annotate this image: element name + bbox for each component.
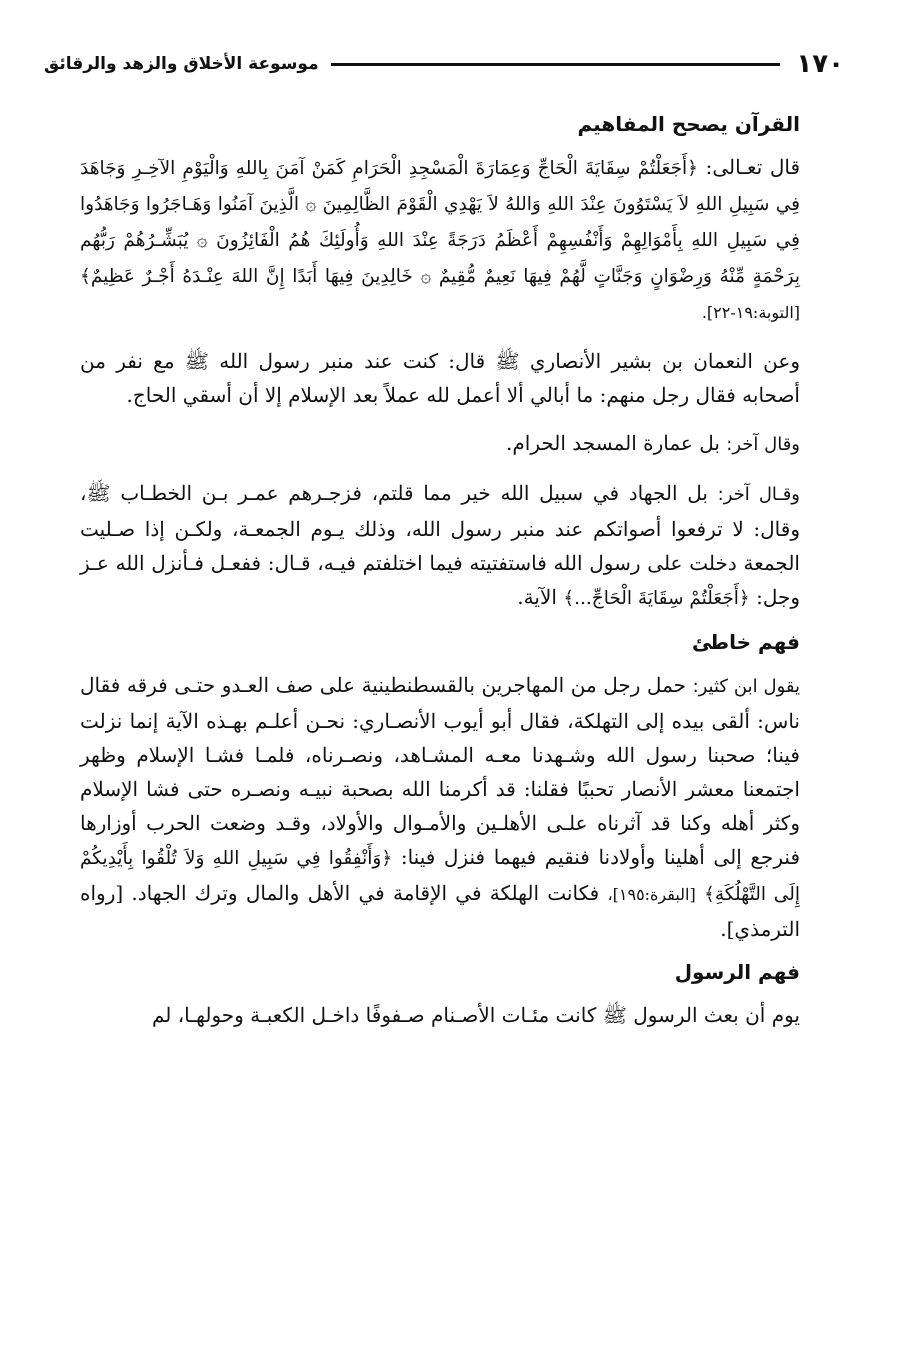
narration-end: فكانت الهلكة في الإقامة في الأهل والمال وترك الجهاد. [رواه الترمذي]. [80,881,800,941]
dialogue-end: الآية. [517,585,557,609]
section-heading-wrong-understanding: فهم خاطئ [691,630,800,654]
dialogue-text: بل الجهاد في سبيل الله خير مما قلتم، فزجـرهم عمـر بـن الخطـاب ﷺ، وقال: لا ترفعوا أصواتكم عند منبر رسول الله، وذلك يـوم الجمعـة، ولكـن إذا صـليت الجمعة دخلت على رسول الله فاستفتيته فيما اختلفتم فيـه، قـال: ففعـل فـأنزل الله عـز وجل: [80,481,800,609]
hadith-paragraph: وعن النعمان بن بشير الأنصاري ﷺ قال: كنت عند منبر رسول الله ﷺ مع نفر من أصحابه فقال رجل منهم: ما أبالي ألا أعمل لله عملاً بعد الإسلام إلا أن أسقي الحاج. [80,349,800,407]
page-body [80,104,800,1046]
narration-text: حمل رجل من المهاجرين بالقسطنطينية على صف العـدو حتـى فرقه فقال ناس: ألقى بيده إلى التهلكة، فقال أبو أيوب الأنصـاري: نحـن أعلـم بهـذه الآية إنما نزلت فينا؛ صحبنا رسول الله وشـهدنا معـه المشـاهد، ونصـرناه، فلمـا فشـا الإسلام وظهر اجتمعنا معشر الأنصار تحببًا فقلنا: قد أكرمنا الله بصحبة نبيـه ونصـره حتى فشا الإسلام وكثر أهله وكنا قد آثرناه علـى الأهلـين والأمـوال والأولاد، وقـد وضعت الحرب أوزارها فنرجع إلى أهلينا وأولادنا فنقيم فيهما فنزل فينا: [80,673,801,869]
section-heading-prophet-understanding: فهم الرسول [674,960,800,984]
book-title: موسوعة الأخلاق والزهد والرقائق [44,54,319,74]
verse-reference: [التوبة:١٩-٢٢]. [701,303,800,322]
ibn-kathir-paragraph [80,668,800,946]
verse-reference: [البقرة:١٩٥]، [607,885,696,904]
quran-verse: ﴿وَأَنْفِقُوا فِي سَبِيلِ اللهِ وَلاَ تُلْقُوا بِأَيْدِيكُمْ إِلَى التَّهْلُكَةِ﴾ [80,848,800,905]
header-divider [331,63,781,66]
speaker-label: وقال آخر: [726,434,800,455]
verse-intro: قال تعـالى: [705,155,801,179]
speaker-label: يقول ابن كثير: [692,676,801,697]
page-header [44,44,844,84]
section-heading-quran-corrects: القرآن يصحح المفاهيم [577,112,800,136]
prophet-paragraph: يوم أن بعث الرسول ﷺ كانت مئـات الأصـنام صـفوفًا داخـل الكعبـة وحولهـا، لم [151,1003,800,1027]
quran-verse-short: ﴿أَجَعَلْتُمْ سِقَايَةَ الْحَاجِّ...﴾ [563,588,750,609]
dialogue-paragraph-1 [80,426,800,462]
quran-verse: ﴿أَجَعَلْتُمْ سِقَايَةَ الْحَاجِّ وَعِمَارَةَ الْمَسْجِدِ الْحَرَامِ كَمَنْ آمَنَ بِاللهِ وَالْيَوْمِ الآخِـرِ وَجَاهَدَ فِي سَبِيلِ اللهِ لاَ يَسْتَوُونَ عِنْدَ اللهِ وَاللهُ لاَ يَهْدِي الْقَوْمَ الظَّالِمِينَ ۞ الَّذِينَ آمَنُوا وَهَـاجَرُوا وَجَاهَدُوا فِي سَبِيلِ اللهِ بِأَمْوَالِهِمْ وَأَنْفُسِهِمْ أَعْظَمُ دَرَجَةً عِنْدَ اللهِ وَأُولَئِكَ هُمُ الْفَائِزُونَ ۞ يُبَشِّـرُهُمْ رَبُّهُم بِرَحْمَةٍ مِّنْهُ وَرِضْوَانٍ وَجَنَّاتٍ لَّهُمْ فِيهَا نَعِيمٌ مُّقِيمٌ ۞ خَالِدِينَ فِيهَا أَبَدًا إِنَّ اللهَ عِنْـدَهُ أَجْـرٌ عَظِيمٌ﴾ [80,158,800,287]
verse-paragraph [80,150,800,330]
speaker-label: وقـال آخر: [717,484,800,505]
dialogue-text: بل عمارة المسجد الحرام. [506,431,720,455]
dialogue-paragraph-2 [80,476,800,616]
page-number: ١٧٠ [796,49,844,79]
